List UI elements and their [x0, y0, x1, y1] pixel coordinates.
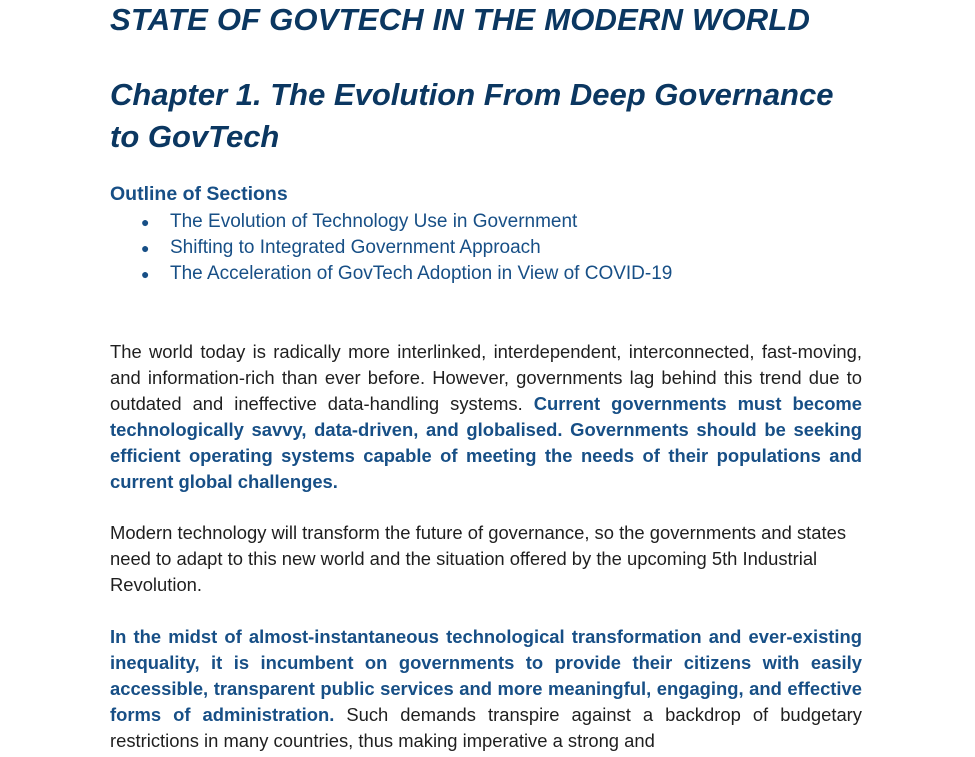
- outline-item-label: Shifting to Integrated Government Approach: [170, 237, 541, 258]
- outline-heading: Outline of Sections: [110, 183, 288, 205]
- outline-list: [110, 209, 672, 287]
- bullet-icon: ●: [141, 214, 150, 230]
- bullet-icon: ●: [141, 240, 150, 256]
- paragraph-text: The world today is radically more interlinked, interdependent, interconnected, fast-moving, and information-rich than ever before. However, governments lag behind this trend due to outdated and ineffective data-handling systems.: [110, 341, 862, 414]
- paragraph-highlight: In the midst of almost-instantaneous technological transformation and ever-existing inequality, it is incumbent on governments to provide their citizens with easily accessible, transparent public services and more meaningful, engaging, and effective forms of administration.: [110, 626, 862, 725]
- body-paragraph: [110, 520, 862, 598]
- body-paragraph: [110, 624, 862, 754]
- chapter-title: Chapter 1. The Evolution From Deep Governance to GovTech: [110, 77, 834, 154]
- body-paragraph: [110, 339, 862, 495]
- paragraph-text: Modern technology will transform the future of governance, so the governments and states need to adapt to this new world and the situation offered by the upcoming 5th Industrial Revolution.: [110, 522, 847, 595]
- paragraph-text: Such demands transpire against a backdrop of budgetary restrictions in many countries, thus making imperative a strong and: [110, 704, 862, 751]
- outline-item: [110, 209, 672, 235]
- outline-item: [110, 235, 672, 261]
- outline-item: [110, 261, 672, 287]
- bullet-icon: ●: [141, 266, 150, 282]
- outline-item-label: The Acceleration of GovTech Adoption in View of COVID-19: [170, 263, 673, 284]
- paragraph-highlight: Current governments must become technologically savvy, data-driven, and globalised. Governments should be seeking efficient operating systems capable of meeting the needs of their populations and current global challenges.: [110, 393, 863, 492]
- document-title: STATE OF GOVTECH IN THE MODERN WORLD: [110, 2, 811, 37]
- outline-item-label: The Evolution of Technology Use in Government: [170, 211, 578, 232]
